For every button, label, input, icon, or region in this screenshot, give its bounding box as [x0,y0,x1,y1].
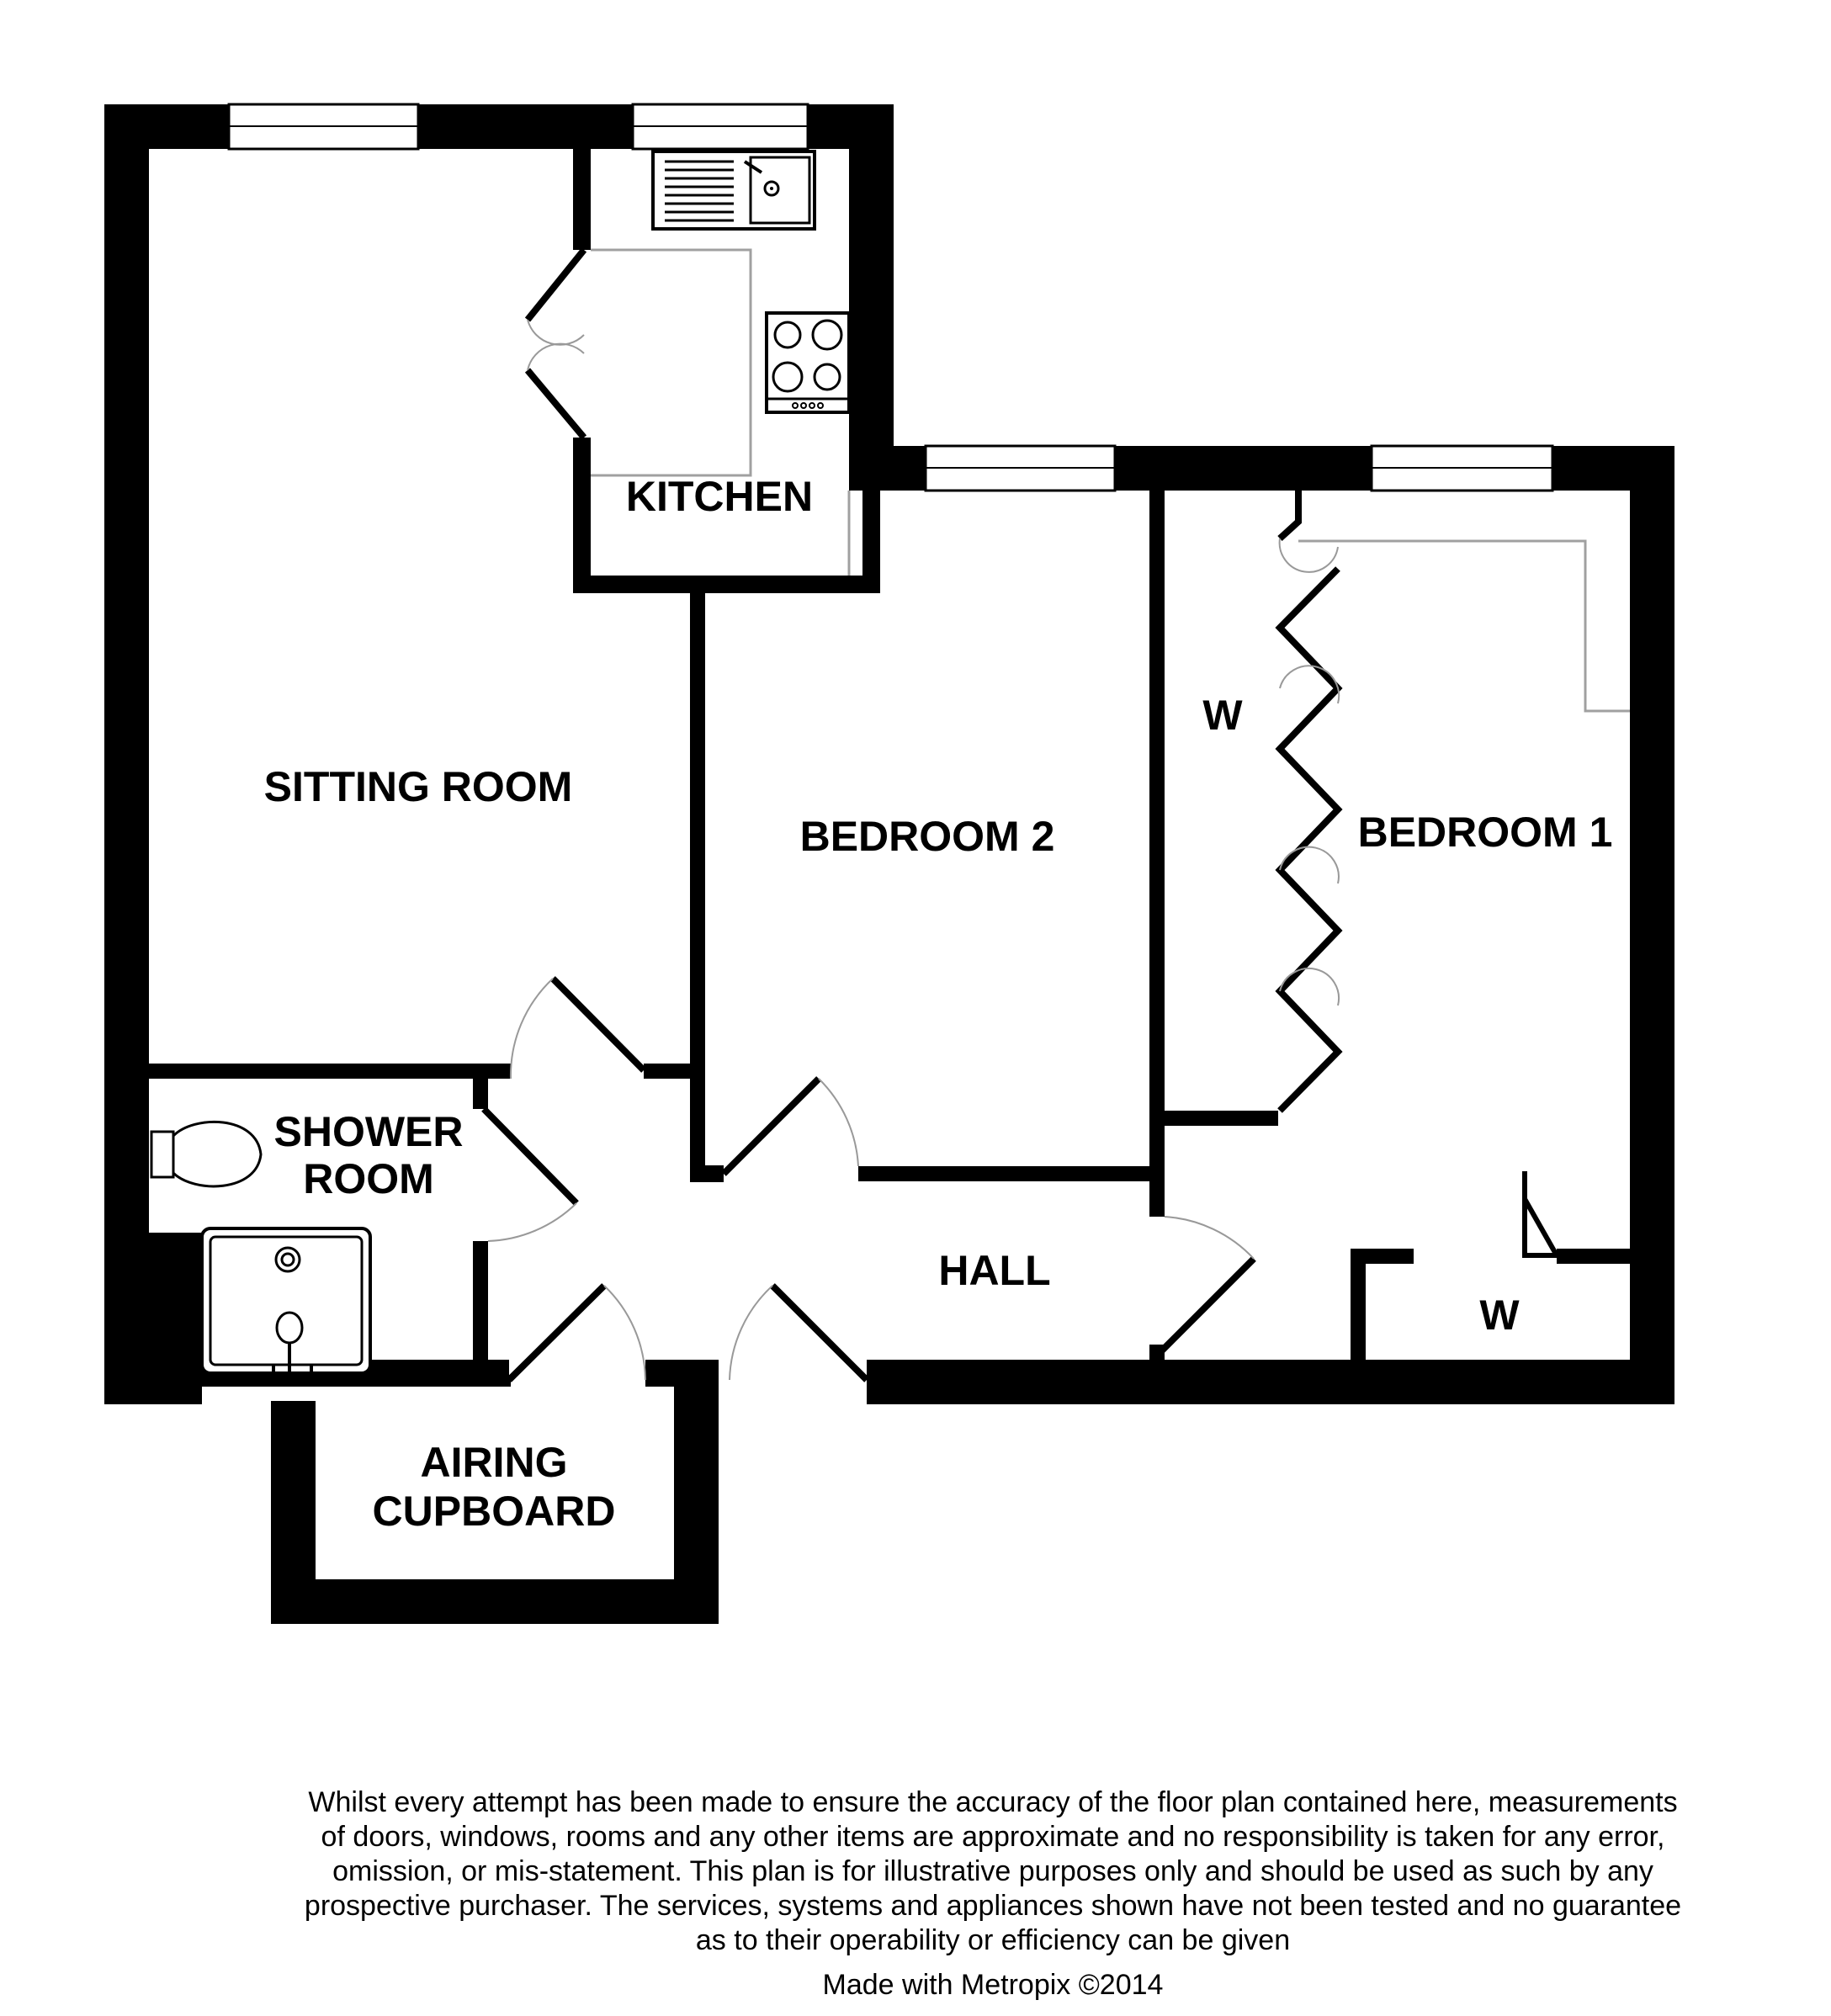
door-bedroom-2 [724,1079,819,1174]
label-wardrobe-1: W [1202,692,1243,739]
wall-kitchen-left-top [573,149,591,250]
kitchen-sink-icon [653,151,815,229]
credit-text: Made with Metropix ©2014 [822,1969,1164,2001]
wardrobe-bifold-doors [1280,491,1338,1111]
wall-airing-top-right [645,1360,719,1387]
wall-sitting-shower [149,1064,511,1079]
wall-top-bed-mid [1115,446,1372,491]
wall-sitting-bed2-lower [690,1069,705,1182]
outer-walls [104,104,1674,1624]
wall-bed2-bed1 [1149,491,1165,1080]
wall-right [1630,446,1674,1404]
kitchen-hob-icon [767,313,849,412]
shower-tray-icon [202,1228,370,1377]
wall-shower-right-bottom [473,1241,488,1376]
label-bedroom-1: BEDROOM 1 [1357,809,1613,856]
wall-kitchen-right [849,104,894,487]
label-kitchen: KITCHEN [625,473,814,520]
wall-wardrobe2-top-left [1351,1249,1414,1264]
label-shower-room-line2: ROOM [303,1155,434,1202]
wall-kitchen-left-bottom [573,438,591,593]
wall-bed2-bed1-lower [1149,1080,1165,1217]
wall-sitting-door-stub [644,1064,705,1079]
wall-shower-right-top [473,1064,488,1109]
wall-shower-bottom [149,1375,511,1387]
label-shower-room-line1: SHOWER [273,1108,464,1155]
wall-bed2-bottom [858,1166,1151,1181]
label-wardrobe-2: W [1479,1292,1520,1339]
wall-left [104,104,149,1404]
kitchen-counter [591,250,751,475]
disclaimer-text: Whilst every attempt has been made to ensure the accuracy of the floor plan contained here, measurements of doors, windows, rooms and any other items are approximate and no responsibility is taken for any error, omission, or mis-statement. This plan is for illustrative purposes only and should be used as such by any prospective purchaser. The services, systems and appliances shown have not been tested and no guarantee as to their operability or efficiency can be given [304,1786,1682,1956]
wall-kitchen-right-inner [862,487,880,593]
door-airing [509,1286,604,1380]
door-sitting [553,979,644,1070]
label-hall: HALL [938,1247,1051,1294]
label-sitting-room: SITTING ROOM [263,763,573,810]
door-bedroom-1 [1158,1259,1254,1355]
door-shower [484,1109,576,1203]
door-kitchen-bottom [528,370,584,438]
label-airing-line1: AIRING [420,1439,568,1486]
wall-bed2-door-stub [690,1165,724,1182]
wall-airing-right [674,1360,719,1624]
door-front [772,1286,867,1380]
wall-wardrobe2-left [1351,1249,1366,1360]
door-kitchen-top [528,250,584,320]
wall-airing-bottom [271,1579,719,1624]
wall-wardrobe1-bottom [1165,1111,1278,1126]
toilet-icon [151,1122,261,1186]
bedroom1-counter-outline [1298,541,1630,711]
wall-top-bed2-left [849,446,926,491]
wall-kitchen-bottom [573,576,880,593]
wall-top-sitting-mid [418,104,633,149]
label-bedroom-2: BEDROOM 2 [799,813,1055,860]
label-airing-line2: CUPBOARD [372,1488,616,1535]
wall-wardrobe2-top-right [1557,1249,1630,1264]
wall-bottom-right [867,1360,1674,1404]
